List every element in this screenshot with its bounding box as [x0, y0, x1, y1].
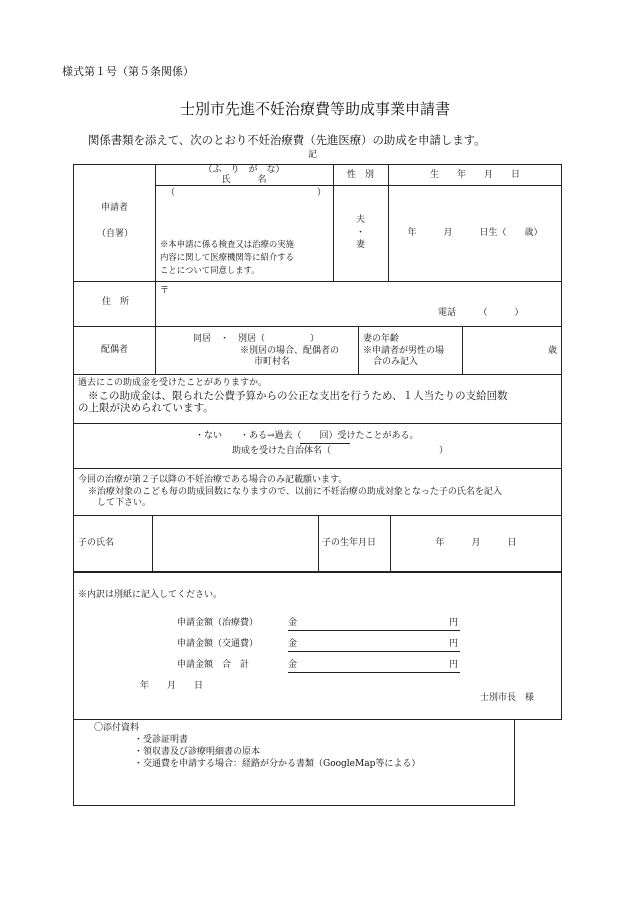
age-unit: 歳: [548, 346, 558, 356]
rule: [73, 720, 74, 805]
second-child-note-3: して下さい。: [97, 498, 152, 508]
amount-underline: [288, 651, 460, 652]
wife-age-note-2: 合のみ記入: [373, 357, 419, 367]
applicant-name-field[interactable]: [156, 186, 332, 232]
municipality-field[interactable]: 助成を受けた自治体名（ ）: [232, 446, 449, 456]
wife-age-label: 妻の年齢: [363, 334, 400, 344]
page-title: 士別市先進不妊治療費等助成事業申請書: [179, 100, 450, 118]
child-name-label: 子の氏名: [78, 538, 115, 548]
amount-underline: [288, 630, 460, 631]
consent-line-1: ※本申請に係る検査又は治療の実施: [160, 239, 294, 249]
furigana-paren-close: ）: [317, 188, 327, 198]
signature-note: （自署）: [97, 229, 134, 239]
separate-note-line-1: ※別居の場合、配偶者の: [240, 346, 340, 356]
name-header: 氏 名: [221, 175, 267, 185]
amount-field-transport[interactable]: [300, 637, 450, 650]
address-label: 住 所: [102, 297, 130, 307]
dob-field[interactable]: 年 月 日生（ 歳）: [407, 228, 543, 238]
rule: [73, 805, 515, 806]
attachments-title: 〇添付資料: [94, 723, 140, 733]
amount-field-treatment[interactable]: [300, 616, 450, 629]
second-child-note-2: ※治療対象のこども毎の助成回数になりますので、以前に不妊治療の助成対象となった子の氏名を記入: [88, 487, 502, 497]
ki-label: 記: [308, 150, 318, 160]
child-name-field[interactable]: [153, 516, 317, 570]
amount-prefix-total: 金: [288, 660, 298, 670]
attachment-item: ・交通費を申請する場合：経路が分かる書類（GoogleMap等による）: [134, 759, 421, 769]
consent-line-2: 内容に関して医療機関等に紹介する: [160, 252, 294, 262]
phone-field[interactable]: 電話 （ ）: [438, 308, 524, 318]
furigana-paren-open: （: [166, 188, 176, 198]
attachment-item: ・領収書及び診療明細書の原本: [134, 747, 261, 757]
consent-line-3: ことについて同意します。: [160, 265, 260, 275]
amount-unit-total: 円: [449, 660, 459, 670]
amount-label-treatment: 申請金額（治療費）: [177, 618, 259, 628]
rule: [73, 423, 562, 424]
amount-prefix-treatment: 金: [288, 618, 298, 628]
rule: [358, 326, 359, 374]
second-child-note-1: 今回の治療が第２子以降の不妊治療である場合のみ記載願います。: [78, 475, 348, 485]
amount-unit-treatment: 円: [449, 618, 459, 628]
rule: [73, 571, 562, 573]
addressee: 士別市長 様: [480, 693, 535, 703]
application-date[interactable]: 年 月 日: [140, 681, 204, 691]
applicant-label: 申請者: [101, 203, 129, 213]
cohabit-options[interactable]: 同居 ・ 別居（ ）: [193, 334, 320, 344]
attachment-item: ・受診証明書: [134, 735, 189, 745]
separate-note-line-2: 市町村名: [254, 357, 291, 367]
amount-prefix-transport: 金: [288, 639, 298, 649]
history-options[interactable]: ・ない ・ある→過去（ 回）受けたことがある。: [195, 431, 419, 441]
wife-age-field[interactable]: [463, 327, 561, 373]
sex-option-wife[interactable]: 妻: [355, 240, 365, 250]
sex-header: 性 別: [346, 170, 374, 180]
history-note-1: ※この助成金は、限られた公費予算からの公正な支出を行うため、１人当たりの支給回数: [88, 390, 508, 402]
amount-underline: [288, 672, 460, 673]
rule: [388, 164, 389, 281]
dob-header: 生 年 月 日: [429, 170, 520, 180]
child-dob-field[interactable]: 年 月 日: [435, 538, 517, 548]
postal-mark: 〒: [160, 286, 170, 296]
spouse-label: 配偶者: [101, 345, 129, 355]
rule: [73, 468, 562, 469]
rule: [514, 720, 515, 805]
intro-text: 関係書類を添えて、次のとおり不妊治療費（先進医療）の助成を申請します。: [88, 133, 486, 147]
amount-field-total[interactable]: [300, 658, 450, 671]
sex-option-husband[interactable]: 夫: [355, 215, 365, 225]
breakdown-note: ※内訳は別紙に記入してください。: [78, 590, 223, 600]
furigana-header: （ふ り が な）: [203, 165, 285, 175]
child-dob-label: 子の生年月日: [322, 538, 377, 548]
rule: [155, 326, 156, 374]
history-note-2: の上限が決められています。: [78, 402, 214, 414]
rule: [73, 374, 562, 375]
amount-label-transport: 申請金額（交通費）: [177, 639, 259, 649]
sex-separator: ・: [355, 228, 365, 238]
wife-age-note-1: ※申請者が男性の場: [363, 346, 445, 356]
amount-label-total: 申請金額 合 計: [177, 660, 250, 670]
address-field[interactable]: [156, 282, 561, 325]
rule: [318, 515, 319, 571]
history-question: 過去にこの助成金を受けたことがありますか。: [78, 378, 268, 388]
amount-unit-transport: 円: [449, 639, 459, 649]
count-underline: [300, 443, 350, 444]
form-number: 様式第１号（第５条関係）: [62, 65, 194, 78]
